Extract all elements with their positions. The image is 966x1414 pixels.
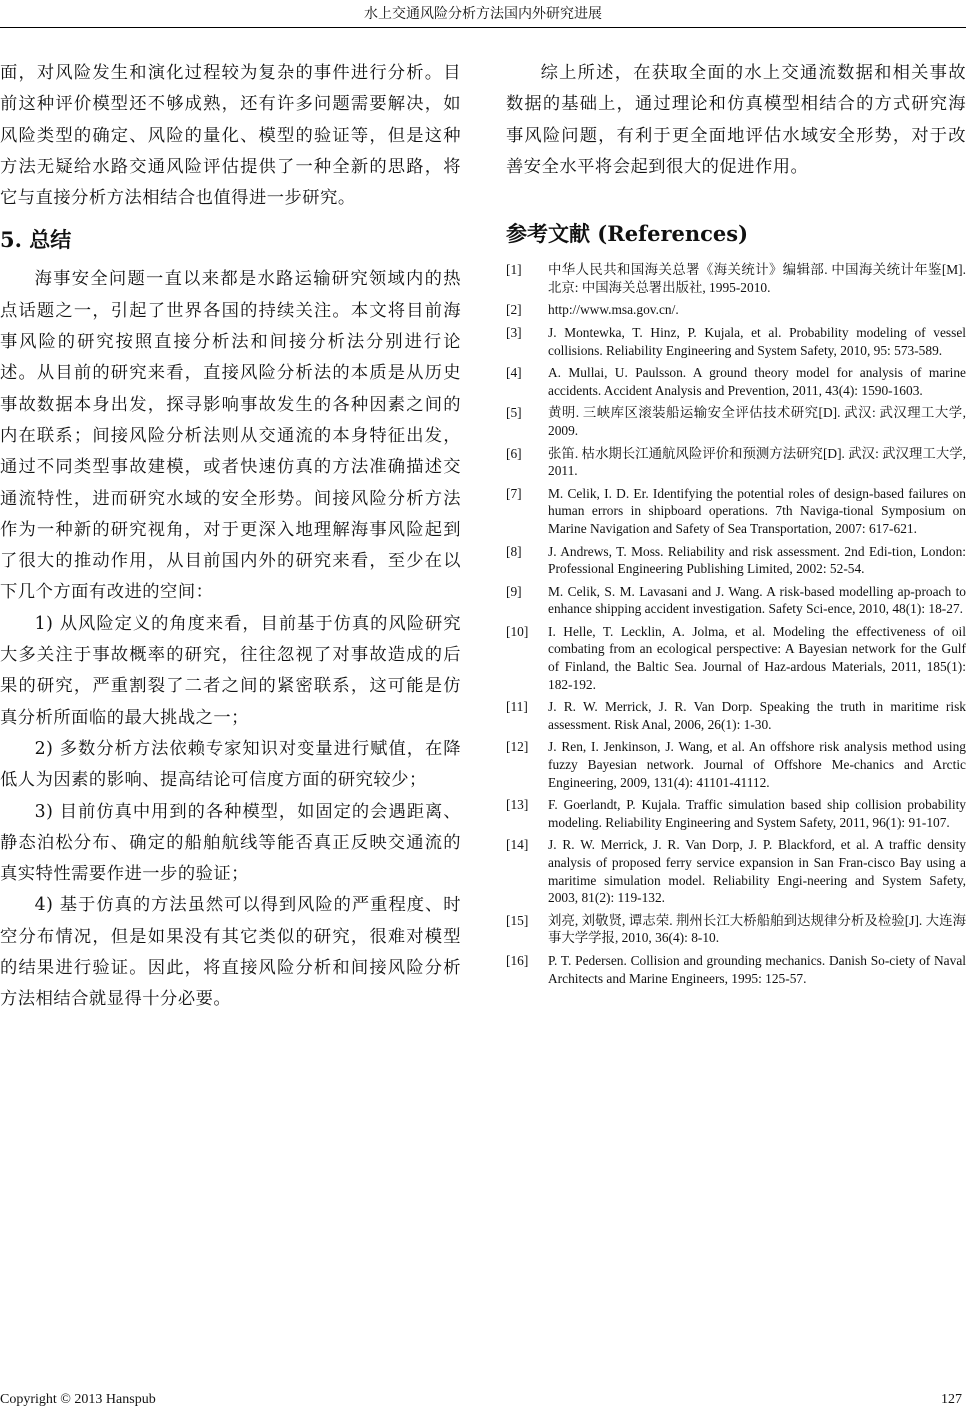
point-1-paragraph: 1) 从风险定义的角度来看，目前基于仿真的风险研究大多关注于事故概率的研究，往往忽视了对事故造成的后果的研究，严重割裂了二者之间的紧密联系，这可能是仿真分析所面临的最大挑战之一； — [0, 613, 461, 728]
reference-text: J. R. W. Merrick, J. R. Van Dorp. Speaking the truth in maritime risk assessment. Risk Anal, 2006, 26(1): 1-30. — [548, 699, 966, 732]
reference-number: [2] — [506, 302, 522, 318]
reference-item — [506, 445, 966, 480]
reference-text: J. R. W. Merrick, J. R. Van Dorp, J. P. Blackford, et al. A traffic density analysis of proposed ferry service expansion in San Fran-cisco Bay using a maritime simulation model. Reliability Engi-neering and System Safety, 2003, 81(2): 119-132. — [548, 837, 966, 906]
right-column — [506, 58, 966, 992]
reference-text: J. Andrews, T. Moss. Reliability and risk assessment. 2nd Edi-tion, London: Professional Engineering Publishing Limited, 2002: 52-54. — [548, 543, 966, 577]
reference-number: [11] — [506, 699, 528, 715]
references-list — [506, 261, 966, 987]
reference-text: 中华人民共和国海关总署《海关统计》编辑部. 中国海关统计年鉴[M]. 北京: 中国海关总署出版社, 1995-2010. — [548, 262, 966, 295]
header-rule — [0, 27, 966, 28]
reference-item — [506, 952, 966, 987]
reference-text: M. Celik, I. D. Er. Identifying the potential roles of design-based failures on human errors in shipboard operations. 7th Naviga-tional Symposium on Marine Navigation and Safety of Sea Transportation, 2007: 617-621. — [548, 485, 966, 536]
summary-paragraph: 海事安全问题一直以来都是水路运输研究领域内的热点话题之一，引起了世界各国的持续关注。本文将目前海事风险的研究按照直接分析法和间接分析法分别进行论述。从目前的研究来看，直接风险分析法的本质是从历史事故数据本身出发，探寻影响事故发生的各种因素之间的内在联系；间接风险分析法则从交通流的本身特征出发，通过不同类型事故建模，或者快速仿真的方法准确描述交通流特性，进而研究水域的安全形势。间接风险分析方法作为一种新的研究视角，对于更深入地理解海事风险起到了很大的推动作用，从目前国内外的研究来看，至少在以下几个方面有改进的空间： — [0, 269, 461, 603]
point-4-paragraph: 4) 基于仿真的方法虽然可以得到风险的严重程度、时空分布情况，但是如果没有其它类似的研究，很难对模型的结果进行验证。因此，将直接风险分析和间接风险分析方法相结合就显得十分必要。 — [0, 895, 461, 1010]
reference-item — [506, 912, 966, 947]
reference-item — [506, 543, 966, 578]
reference-number: [13] — [506, 797, 529, 813]
reference-item — [506, 324, 966, 359]
point-3-paragraph: 3) 目前仿真中用到的各种模型，如固定的会遇距离、静态泊松分布、确定的船舶航线等能否真正反映交通流的真实特性需要作进一步的验证； — [0, 801, 461, 885]
reference-item — [506, 583, 966, 618]
reference-number: [3] — [506, 324, 522, 340]
reference-item — [506, 836, 966, 906]
footer-copyright: Copyright © 2013 Hanspub — [0, 1392, 156, 1407]
reference-text: A. Mullai, U. Paulsson. A ground theory model for analysis of marine accidents. Accident Analysis and Prevention, 2011, 43(4): 1590-1603. — [548, 365, 966, 398]
reference-text: M. Celik, S. M. Lavasani and J. Wang. A risk-based modelling ap-proach to enhance shipping accident investigation. Safety Sci-ence, 2010, 48(1): 18-27. — [548, 583, 966, 617]
reference-number: [9] — [506, 583, 522, 599]
reference-text: J. Ren, I. Jenkinson, J. Wang, et al. An offshore risk analysis method using fuzzy Bayesian network. Journal of Offshore Me-chanics and Arctic Engineering, 2009, 131(4): 41101-41112. — [548, 739, 966, 790]
left-column — [0, 58, 461, 1016]
reference-number: [14] — [506, 837, 529, 853]
reference-number: [15] — [506, 912, 529, 928]
reference-item — [506, 364, 966, 399]
reference-item — [506, 623, 966, 693]
reference-text: J. Montewka, T. Hinz, P. Kujala, et al. Probability modeling of vessel collisions. Reliability Engineering and System Safety, 2010, 95: 573-589. — [548, 324, 966, 358]
reference-number: [1] — [506, 262, 522, 278]
point-2-paragraph: 2) 多数分析方法依赖专家知识对变量进行赋值，在降低人为因素的影响、提高结论可信度方面的研究较少； — [0, 738, 461, 791]
reference-number: [6] — [506, 445, 522, 461]
reference-text: P. T. Pedersen. Collision and grounding mechanics. Danish So-ciety of Naval Architects and Marine Engineers, 1995: 125-57. — [548, 952, 966, 986]
reference-item — [506, 796, 966, 831]
footer-page-number: 127 — [941, 1392, 962, 1407]
section-heading-summary: 5. 总结 — [0, 227, 72, 253]
reference-number: [12] — [506, 739, 529, 755]
reference-number: [5] — [506, 405, 522, 421]
reference-item — [506, 485, 966, 538]
intro-paragraph: 面，对风险发生和演化过程较为复杂的事件进行分析。目前这种评价模型还不够成熟，还有许多问题需要解决，如风险类型的确定、风险的量化、模型的验证等，但是这种方法无疑给水路交通风险评估提供了一种全新的思路，将它与直接分析方法相结合也值得进一步研究。 — [0, 63, 461, 209]
reference-item — [506, 404, 966, 439]
reference-item — [506, 261, 966, 296]
references-heading: 参考文献 (References) — [506, 221, 749, 247]
reference-text: I. Helle, T. Lecklin, A. Jolma, et al. Modeling the effectiveness of oil combating from an ecological perspective: A Bayesian network for the Gulf of Finland, the Baltic Sea. Journal of Haz-ardous Materials, 2011, 185(1): 182-192. — [548, 623, 966, 692]
reference-text: 刘亮, 刘敬贤, 谭志荣. 荆州长江大桥船舶到达规律分析及检验[J]. 大连海事大学学报, 2010, 36(4): 8-10. — [548, 912, 966, 946]
reference-number: [10] — [506, 623, 529, 639]
conclusion-paragraph: 综上所述，在获取全面的水上交通流数据和相关事故数据的基础上，通过理论和仿真模型相结合的方式研究海事风险问题，有利于更全面地评估水域安全形势，对于改善安全水平将会起到很大的促进作用。 — [506, 63, 966, 177]
reference-number: [16] — [506, 952, 529, 968]
reference-text: http://www.msa.gov.cn/. — [548, 302, 679, 318]
reference-item — [506, 301, 966, 319]
reference-number: [4] — [506, 365, 522, 381]
reference-text: 黄明. 三峡库区滚装船运输安全评估技术研究[D]. 武汉: 武汉理工大学, 2009. — [548, 405, 966, 438]
reference-item — [506, 698, 966, 733]
reference-text: F. Goerlandt, P. Kujala. Traffic simulation based ship collision probability modeling. Reliability Engineering and System Safety, 2011, 96(1): 91-107. — [548, 797, 966, 830]
running-header: 水上交通风险分析方法国内外研究进展 — [364, 6, 602, 22]
reference-number: [8] — [506, 543, 522, 559]
reference-text: 张笛. 枯水期长江通航风险评价和预测方法研究[D]. 武汉: 武汉理工大学, 2011. — [548, 445, 966, 479]
reference-item — [506, 738, 966, 791]
reference-number: [7] — [506, 485, 522, 501]
